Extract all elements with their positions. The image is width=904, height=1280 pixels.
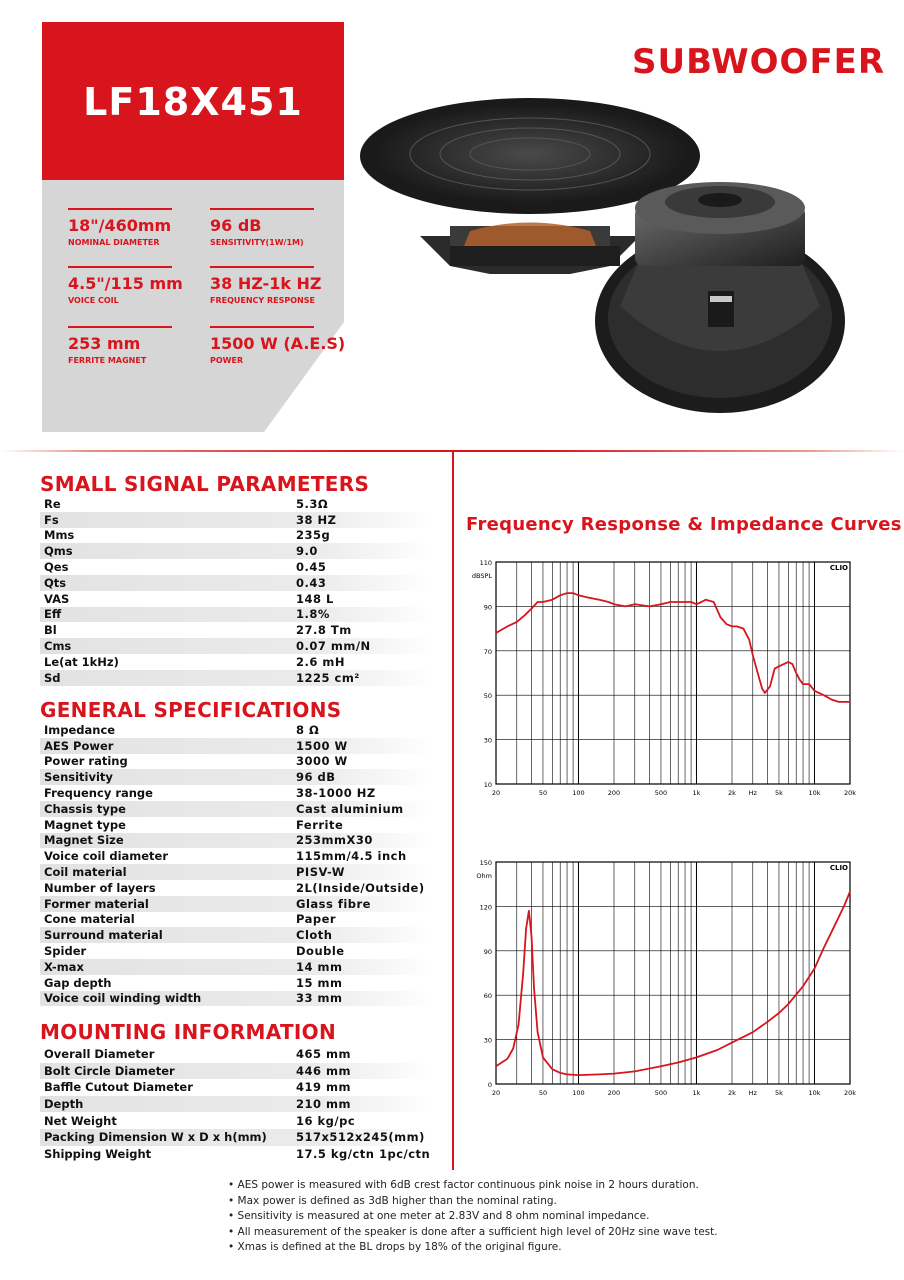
param-value: 115mm/4.5 inch <box>296 849 407 864</box>
table-row <box>40 1046 434 1063</box>
table-row <box>40 943 434 959</box>
param-name: Magnet type <box>44 817 126 832</box>
param-value: 33 mm <box>296 991 343 1006</box>
x-tick-label: 10k <box>808 1089 821 1097</box>
param-name: Shipping Weight <box>44 1146 152 1161</box>
table-row <box>40 670 434 686</box>
x-tick-label: 200 <box>607 1089 621 1097</box>
x-tick-label: 1k <box>692 789 701 797</box>
speaker-product-image <box>350 96 870 426</box>
table-row <box>40 622 434 638</box>
table-row <box>40 801 434 817</box>
model-number: LF18X451 <box>83 80 303 124</box>
param-name: Qes <box>44 560 69 575</box>
footnotes <box>228 1178 718 1256</box>
x-tick-label: 10k <box>808 789 821 797</box>
param-value: 1225 cm² <box>296 670 360 685</box>
table-row <box>40 638 434 654</box>
spec-sensitivity <box>210 208 320 247</box>
param-name: Voice coil diameter <box>44 849 169 864</box>
param-name: Re <box>44 496 61 511</box>
impedance-curve-chart <box>466 852 866 1102</box>
spec-label: FREQUENCY RESPONSE <box>210 296 315 305</box>
param-name: Depth <box>44 1097 84 1112</box>
param-value: PISV-W <box>296 865 345 880</box>
y-tick-label: 50 <box>483 692 492 701</box>
spec-value: 1500 W (A.E.S) <box>210 334 346 353</box>
param-name: Eff <box>44 607 62 622</box>
x-tick-label: 2k <box>728 1089 736 1097</box>
param-value: 15 mm <box>296 975 343 990</box>
spec-value: 4.5"/115 mm <box>68 274 183 293</box>
param-value: 446 mm <box>296 1063 351 1078</box>
param-name: Bolt Circle Diameter <box>44 1063 175 1078</box>
table-row <box>40 722 434 738</box>
param-name: Magnet Size <box>44 833 124 848</box>
spec-rule <box>68 208 172 210</box>
spec-rule <box>210 326 314 328</box>
frequency-response-chart <box>466 552 866 802</box>
param-name: Overall Diameter <box>44 1047 155 1062</box>
param-value: 0.43 <box>296 575 327 590</box>
y-tick-label: 0 <box>487 1081 492 1089</box>
y-tick-label: 70 <box>483 647 492 656</box>
spec-frequency-response <box>210 266 320 305</box>
spec-rule <box>210 208 314 210</box>
spec-label: POWER <box>210 356 244 365</box>
table-row <box>40 927 434 943</box>
clio-watermark: CLIO <box>829 564 848 572</box>
param-value: 253mmX30 <box>296 833 373 848</box>
x-tick-label: 50 <box>538 789 548 797</box>
param-name: Surround material <box>44 928 163 943</box>
x-tick-label: 500 <box>654 789 668 797</box>
table-row <box>40 654 434 670</box>
spec-label: FERRITE MAGNET <box>68 356 147 365</box>
table-row <box>40 591 434 607</box>
spec-rule <box>68 266 172 268</box>
param-name: Bl <box>44 623 57 638</box>
table-row <box>40 959 434 975</box>
y-tick-label: 150 <box>479 859 492 867</box>
param-value: Double <box>296 944 345 959</box>
param-name: Number of layers <box>44 880 156 895</box>
spec-label: SENSITIVITY(1W/1M) <box>210 238 304 247</box>
y-tick-label: 30 <box>483 1036 492 1045</box>
table-row <box>40 1146 434 1163</box>
param-name: Le(at 1kHz) <box>44 654 119 669</box>
table-row <box>40 575 434 591</box>
table-row <box>40 1112 434 1129</box>
footnote: • AES power is measured with 6dB crest factor continuous pink noise in 2 hours duration. <box>228 1179 699 1191</box>
charts-title: Frequency Response & Impedance Curves <box>466 514 902 535</box>
param-name: Chassis type <box>44 801 126 816</box>
table-row <box>40 528 434 544</box>
table-row <box>40 607 434 623</box>
y-axis-label: dBSPL <box>471 572 492 580</box>
general-specs-title: GENERAL SPECIFICATIONS <box>40 698 342 722</box>
table-row <box>40 543 434 559</box>
table-row <box>40 1063 434 1080</box>
param-value: 3000 W <box>296 754 348 769</box>
table-row <box>40 880 434 896</box>
param-name: Gap depth <box>44 975 112 990</box>
param-value: 2.6 mH <box>296 654 345 669</box>
x-tick-label: 100 <box>572 789 585 797</box>
param-value: Paper <box>296 912 337 927</box>
param-name: Fs <box>44 512 59 527</box>
param-name: Qms <box>44 544 73 559</box>
param-name: Coil material <box>44 865 127 880</box>
param-value: 0.45 <box>296 560 327 575</box>
y-tick-label: 10 <box>483 781 492 789</box>
param-value: 16 kg/pc <box>296 1113 356 1128</box>
mounting-info-title: MOUNTING INFORMATION <box>40 1020 336 1044</box>
param-value: Cloth <box>296 928 333 943</box>
spec-power <box>210 326 346 365</box>
small-signal-title: SMALL SIGNAL PARAMETERS <box>40 472 370 496</box>
param-value: 1500 W <box>296 738 348 753</box>
param-name: Mms <box>44 528 75 543</box>
mounting-info-table <box>40 1046 434 1162</box>
param-value: 419 mm <box>296 1080 351 1095</box>
y-tick-label: 110 <box>479 559 492 567</box>
table-row <box>40 912 434 928</box>
column-divider <box>452 450 454 1170</box>
table-row <box>40 1129 434 1146</box>
footnote: • Xmas is defined at the BL drops by 18% of the original figure. <box>228 1241 562 1253</box>
y-tick-label: 90 <box>483 947 492 956</box>
x-tick-label: Hz <box>748 789 757 797</box>
spec-rule <box>210 266 314 268</box>
table-row <box>40 785 434 801</box>
param-name: Power rating <box>44 754 128 769</box>
param-value: 96 dB <box>296 770 336 785</box>
footnote: • Sensitivity is measured at one meter at 2.83V and 8 ohm nominal impedance. <box>228 1210 650 1222</box>
param-name: Frequency range <box>44 786 153 801</box>
x-tick-label: 5k <box>775 1089 783 1097</box>
plot-frame <box>496 862 850 1084</box>
param-name: Baffle Cutout Diameter <box>44 1080 193 1095</box>
spec-label: NOMINAL DIAMETER <box>68 238 160 247</box>
param-value: 210 mm <box>296 1097 351 1112</box>
x-tick-label: 200 <box>607 789 621 797</box>
y-tick-label: 120 <box>479 903 492 912</box>
footnote: • Max power is defined as 3dB higher than the nominal rating. <box>228 1194 557 1207</box>
table-row <box>40 769 434 785</box>
table-row <box>40 896 434 912</box>
y-axis-label: Ohm <box>476 872 492 880</box>
param-value: 8 Ω <box>296 722 320 737</box>
x-tick-label: 50 <box>538 1089 548 1097</box>
param-value: 9.0 <box>296 544 318 559</box>
table-row <box>40 817 434 833</box>
spec-rule <box>68 326 172 328</box>
param-name: Cms <box>44 639 72 654</box>
param-name: Net Weight <box>44 1113 117 1128</box>
spec-ferrite-magnet <box>68 326 178 365</box>
x-tick-label: 100 <box>572 1089 585 1097</box>
x-tick-label: Hz <box>748 1089 757 1097</box>
param-name: Qts <box>44 575 67 590</box>
param-value: 38-1000 HZ <box>296 786 376 801</box>
product-category-logo: SUBWOOFER <box>632 42 886 82</box>
table-row <box>40 738 434 754</box>
x-tick-label: 20 <box>491 1089 501 1097</box>
param-value: 17.5 kg/ctn 1pc/ctn <box>296 1146 431 1161</box>
spec-value: 96 dB <box>210 216 262 235</box>
table-row <box>40 975 434 991</box>
param-name: Impedance <box>44 722 116 737</box>
param-value: 517x512x245(mm) <box>296 1130 425 1145</box>
spec-value: 18"/460mm <box>68 216 172 235</box>
y-tick-label: 90 <box>483 603 492 612</box>
y-tick-label: 60 <box>483 992 492 1001</box>
table-row <box>40 833 434 849</box>
y-tick-label: 30 <box>483 736 492 745</box>
param-name: VAS <box>44 591 70 606</box>
general-specs-table <box>40 722 434 1006</box>
param-value: Cast aluminium <box>296 801 404 816</box>
param-name: Sensitivity <box>44 770 113 785</box>
param-name: Packing Dimension W x D x h(mm) <box>44 1130 267 1145</box>
table-row <box>40 496 434 512</box>
param-name: Spider <box>44 944 87 959</box>
clio-watermark: CLIO <box>829 864 848 872</box>
table-row <box>40 754 434 770</box>
param-value: 148 L <box>296 591 334 606</box>
param-value: 38 HZ <box>296 512 337 527</box>
small-signal-table <box>40 496 434 686</box>
param-value: 0.07 mm/N <box>296 639 371 654</box>
spec-voice-coil <box>68 266 183 305</box>
spec-value: 253 mm <box>68 334 141 353</box>
param-value: Glass fibre <box>296 896 371 911</box>
param-value: 14 mm <box>296 959 343 974</box>
speaker-rear-view <box>595 182 845 413</box>
param-name: Cone material <box>44 912 135 927</box>
spec-nominal-diameter <box>68 208 178 247</box>
table-row <box>40 848 434 864</box>
param-value: 2L(Inside/Outside) <box>296 880 425 895</box>
param-name: X-max <box>44 959 84 974</box>
table-row <box>40 512 434 528</box>
x-tick-label: 500 <box>654 1089 668 1097</box>
table-row <box>40 1096 434 1113</box>
x-tick-label: 20 <box>491 789 501 797</box>
table-row <box>40 1079 434 1096</box>
param-name: Former material <box>44 896 149 911</box>
param-value: 465 mm <box>296 1047 351 1062</box>
param-value: 235g <box>296 528 331 543</box>
x-tick-label: 5k <box>775 789 783 797</box>
table-row <box>40 559 434 575</box>
x-tick-label: 20k <box>843 789 857 797</box>
param-value: 5.3Ω <box>296 496 329 511</box>
table-row <box>40 991 434 1007</box>
param-name: AES Power <box>44 738 114 753</box>
param-value: Ferrite <box>296 817 344 832</box>
x-tick-label: 20k <box>843 1089 857 1097</box>
spec-label: VOICE COIL <box>68 296 119 305</box>
param-value: 1.8% <box>296 607 330 622</box>
footnote: • All measurement of the speaker is done after a sufficient high level of 20Hz sine wave test. <box>228 1225 718 1238</box>
spec-value: 38 HZ-1k HZ <box>210 274 322 293</box>
table-row <box>40 864 434 880</box>
x-tick-label: 2k <box>728 789 736 797</box>
param-name: Voice coil winding width <box>44 991 202 1006</box>
param-name: Sd <box>44 670 61 685</box>
param-value: 27.8 Tm <box>296 623 352 638</box>
x-tick-label: 1k <box>692 1089 701 1097</box>
